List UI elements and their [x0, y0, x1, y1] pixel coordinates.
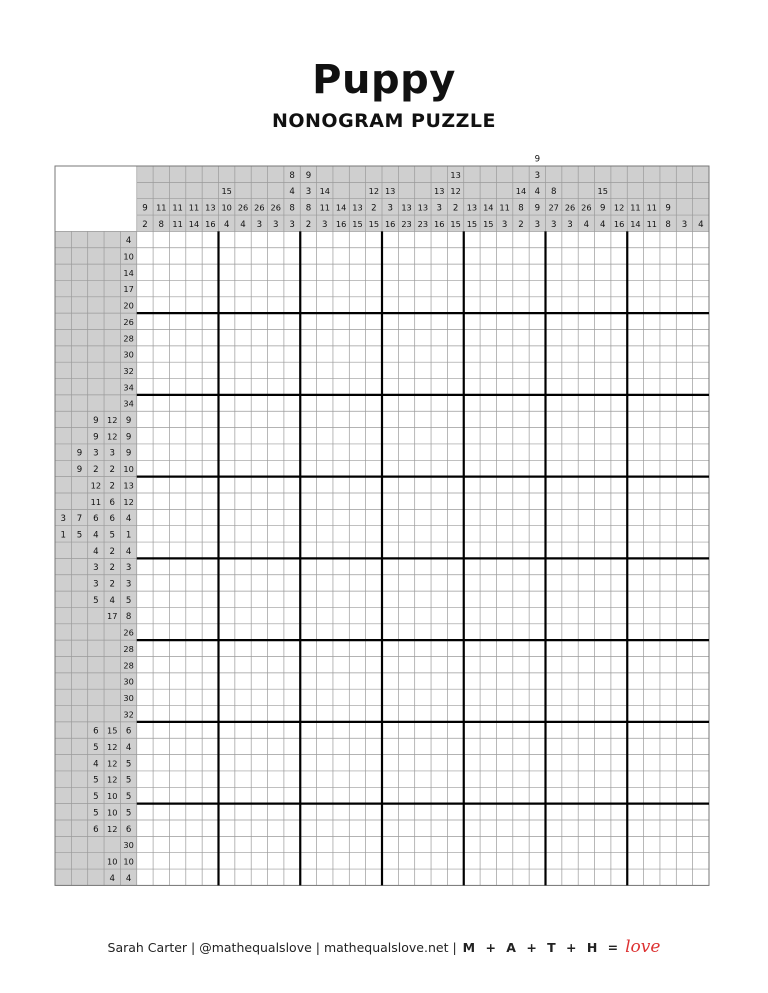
- row-clue: 1: [125, 530, 132, 541]
- column-clue: 11: [499, 202, 510, 213]
- column-clue: 15: [483, 218, 494, 229]
- row-clue: 5: [93, 743, 99, 754]
- column-clue: 8: [665, 219, 671, 230]
- row-clue: 3: [125, 579, 132, 590]
- row-clue: 3: [93, 448, 99, 459]
- column-clue: 9: [305, 170, 312, 181]
- row-clue: 2: [109, 481, 115, 492]
- column-clue: 9: [665, 203, 671, 214]
- row-clue: 5: [109, 530, 115, 541]
- row-clue: 4: [125, 546, 132, 557]
- row-clue: 17: [123, 284, 134, 295]
- column-clue: 11: [172, 218, 183, 229]
- row-clue: 6: [93, 824, 99, 835]
- column-clue: 14: [515, 186, 527, 197]
- column-clue: 16: [384, 218, 396, 229]
- column-clue: 11: [188, 202, 200, 213]
- column-clue: 3: [681, 219, 688, 230]
- row-clue: 3: [60, 514, 66, 525]
- column-clue: 3: [534, 219, 541, 230]
- column-clue: 15: [597, 186, 608, 197]
- column-clue: 4: [599, 219, 606, 230]
- column-clue: 3: [436, 203, 442, 214]
- column-clue: 11: [172, 202, 183, 213]
- row-clue: 30: [123, 349, 134, 360]
- column-clue: 13: [352, 202, 363, 213]
- column-clue: 23: [401, 218, 412, 229]
- row-clue: 12: [107, 774, 118, 785]
- column-clue: 12: [613, 202, 625, 213]
- row-clue: 5: [125, 775, 132, 786]
- column-clue: 3: [305, 187, 312, 198]
- column-clue: 16: [613, 218, 625, 229]
- row-clue: 5: [125, 808, 132, 819]
- column-clue: 13: [466, 202, 478, 213]
- row-clue: 5: [125, 792, 132, 803]
- row-clue: 20: [123, 300, 134, 311]
- column-clue: 14: [630, 218, 641, 229]
- row-clue: 30: [123, 692, 134, 703]
- footer-brand: M + A + T + H =: [462, 940, 622, 955]
- column-clue: 2: [305, 219, 312, 230]
- column-clue: 12: [368, 186, 380, 197]
- row-clue: 28: [123, 643, 134, 654]
- row-clue: 12: [123, 496, 134, 507]
- row-clue: 3: [125, 563, 132, 574]
- row-clue: 4: [109, 595, 115, 606]
- footer: [0, 937, 768, 957]
- column-clue: 11: [156, 202, 167, 213]
- row-clue: 11: [90, 496, 102, 507]
- row-clue: 7: [76, 514, 83, 525]
- row-clue: 4: [125, 873, 132, 884]
- row-clue: 10: [107, 856, 118, 867]
- row-clue: 10: [123, 856, 134, 867]
- column-clue: 15: [466, 218, 478, 229]
- column-clue: 3: [289, 219, 295, 230]
- row-clue: 17: [107, 611, 118, 622]
- row-clue: 3: [109, 448, 115, 459]
- row-clue: 5: [125, 595, 132, 606]
- column-clue: 4: [534, 187, 541, 198]
- column-clue: 9: [534, 203, 541, 214]
- row-clue: 5: [93, 808, 99, 819]
- column-clue: 8: [305, 203, 312, 214]
- column-clue: 8: [289, 170, 295, 181]
- row-clue: 12: [107, 742, 118, 753]
- column-clue: 13: [384, 186, 396, 197]
- row-clue: 6: [93, 726, 99, 737]
- column-clue: 26: [237, 202, 249, 213]
- column-clue: 14: [319, 186, 330, 197]
- row-clue: 4: [109, 873, 115, 884]
- row-clue: 1: [60, 530, 66, 541]
- column-clue: 8: [158, 219, 165, 230]
- column-clue: 13: [417, 202, 429, 213]
- column-clue: 9: [599, 203, 606, 214]
- column-clue: 14: [188, 218, 200, 229]
- row-clue: 32: [123, 709, 134, 720]
- row-clue: 9: [125, 432, 132, 443]
- column-clue: 16: [434, 218, 445, 229]
- row-clue: 2: [93, 465, 99, 476]
- column-clue: 4: [698, 219, 704, 230]
- column-clue: 11: [646, 202, 657, 213]
- column-clue: 13: [434, 186, 445, 197]
- corner-blank: [56, 167, 137, 231]
- row-clue: 28: [123, 660, 134, 671]
- column-clue: 4: [240, 219, 246, 230]
- column-clue: 3: [534, 170, 541, 181]
- row-clue: 5: [76, 530, 83, 541]
- row-clue: 12: [107, 415, 118, 426]
- column-clue: 13: [401, 202, 412, 213]
- footer-credit: Sarah Carter | @mathequalslove | mathequalslove.net |: [107, 940, 457, 955]
- column-clue: 15: [368, 218, 380, 229]
- row-clue: 12: [107, 823, 118, 834]
- row-clue: 6: [125, 824, 132, 835]
- row-clue: 3: [93, 579, 99, 590]
- column-clue: 2: [142, 219, 148, 230]
- footer-love-logo: love: [625, 937, 661, 957]
- row-clue: 34: [123, 382, 134, 393]
- row-clue: 5: [125, 759, 132, 770]
- row-clue: 5: [93, 775, 99, 786]
- row-clue: 2: [109, 563, 115, 574]
- row-clue: 12: [107, 758, 118, 769]
- row-clue: 4: [125, 514, 132, 525]
- row-clue: 8: [125, 612, 132, 623]
- row-clue: 32: [123, 365, 134, 376]
- column-clue: 4: [289, 187, 295, 198]
- column-clue: 2: [518, 219, 524, 230]
- column-clue: 26: [564, 202, 576, 213]
- row-clue: 30: [123, 676, 134, 687]
- row-clue: 10: [123, 251, 134, 262]
- column-clue: 3: [501, 219, 508, 230]
- row-clue: 5: [93, 595, 99, 606]
- row-clue: 2: [109, 579, 115, 590]
- column-clue: 27: [548, 202, 559, 213]
- column-clue: 11: [646, 218, 657, 229]
- puzzle-title: Puppy: [312, 57, 456, 103]
- row-clue: 2: [109, 546, 115, 557]
- column-clue: 12: [450, 186, 461, 197]
- column-clue: 14: [483, 202, 494, 213]
- row-clue: 14: [123, 267, 134, 278]
- column-clue: 11: [319, 202, 330, 213]
- row-clue: 5: [93, 792, 99, 803]
- row-clue: 10: [107, 807, 118, 818]
- row-clue: 4: [93, 546, 99, 557]
- column-clue: 3: [322, 219, 328, 230]
- column-clue: 4: [583, 219, 590, 230]
- row-clue: 26: [123, 627, 134, 638]
- row-clue: 4: [93, 759, 99, 770]
- column-clue: 3: [567, 219, 573, 230]
- row-clue: 9: [93, 432, 99, 443]
- column-clue: 16: [335, 218, 347, 229]
- row-clue: 10: [123, 464, 134, 475]
- column-clue: 11: [630, 202, 641, 213]
- column-clue: 3: [387, 203, 393, 214]
- row-clue: 13: [123, 480, 134, 491]
- column-clue: 8: [550, 187, 557, 198]
- row-clue: 10: [107, 791, 118, 802]
- column-clue: 8: [518, 203, 524, 214]
- row-clue: 12: [107, 431, 118, 442]
- column-clue: 2: [452, 203, 459, 214]
- column-clue: 15: [221, 186, 232, 197]
- column-clue: 15: [450, 218, 461, 229]
- column-clue: 14: [335, 202, 347, 213]
- column-clue: 9: [534, 154, 541, 165]
- row-clue: 3: [93, 563, 99, 574]
- column-clue: 26: [270, 202, 281, 213]
- column-clue: 9: [142, 203, 148, 214]
- row-clue: 12: [90, 480, 102, 491]
- row-clue: 4: [125, 743, 132, 754]
- row-clue: 30: [123, 840, 134, 851]
- column-clue: 10: [221, 202, 232, 213]
- row-clue: 6: [109, 497, 115, 508]
- row-clue: 9: [76, 448, 83, 459]
- column-clue: 13: [450, 169, 461, 180]
- row-clue: 4: [125, 236, 132, 247]
- row-clue: 4: [93, 530, 99, 541]
- row-clue: 6: [93, 514, 99, 525]
- row-clue: 6: [109, 514, 115, 525]
- row-clue: 2: [109, 465, 115, 476]
- row-clue: 26: [123, 316, 134, 327]
- column-clue: 26: [254, 202, 265, 213]
- column-clue: 13: [205, 202, 216, 213]
- column-clue: 2: [371, 203, 377, 214]
- puzzle-subtitle: NONOGRAM PUZZLE: [271, 110, 497, 132]
- column-clue: 4: [223, 219, 230, 230]
- row-clue: 9: [125, 416, 132, 427]
- row-clue: 6: [125, 726, 132, 737]
- column-clue: 23: [417, 218, 429, 229]
- column-clue: 16: [205, 218, 216, 229]
- row-clue: 34: [123, 398, 134, 409]
- row-clue: 9: [125, 448, 132, 459]
- row-clue: 28: [123, 333, 134, 344]
- column-clue: 8: [289, 203, 295, 214]
- row-clue: 15: [107, 725, 118, 736]
- column-clue: 15: [352, 218, 363, 229]
- column-clue: 26: [581, 202, 592, 213]
- column-clue: 3: [272, 219, 279, 230]
- row-clue: 9: [93, 416, 99, 427]
- column-clue: 3: [256, 219, 263, 230]
- row-clue: 9: [76, 465, 83, 476]
- column-clue: 3: [550, 219, 557, 230]
